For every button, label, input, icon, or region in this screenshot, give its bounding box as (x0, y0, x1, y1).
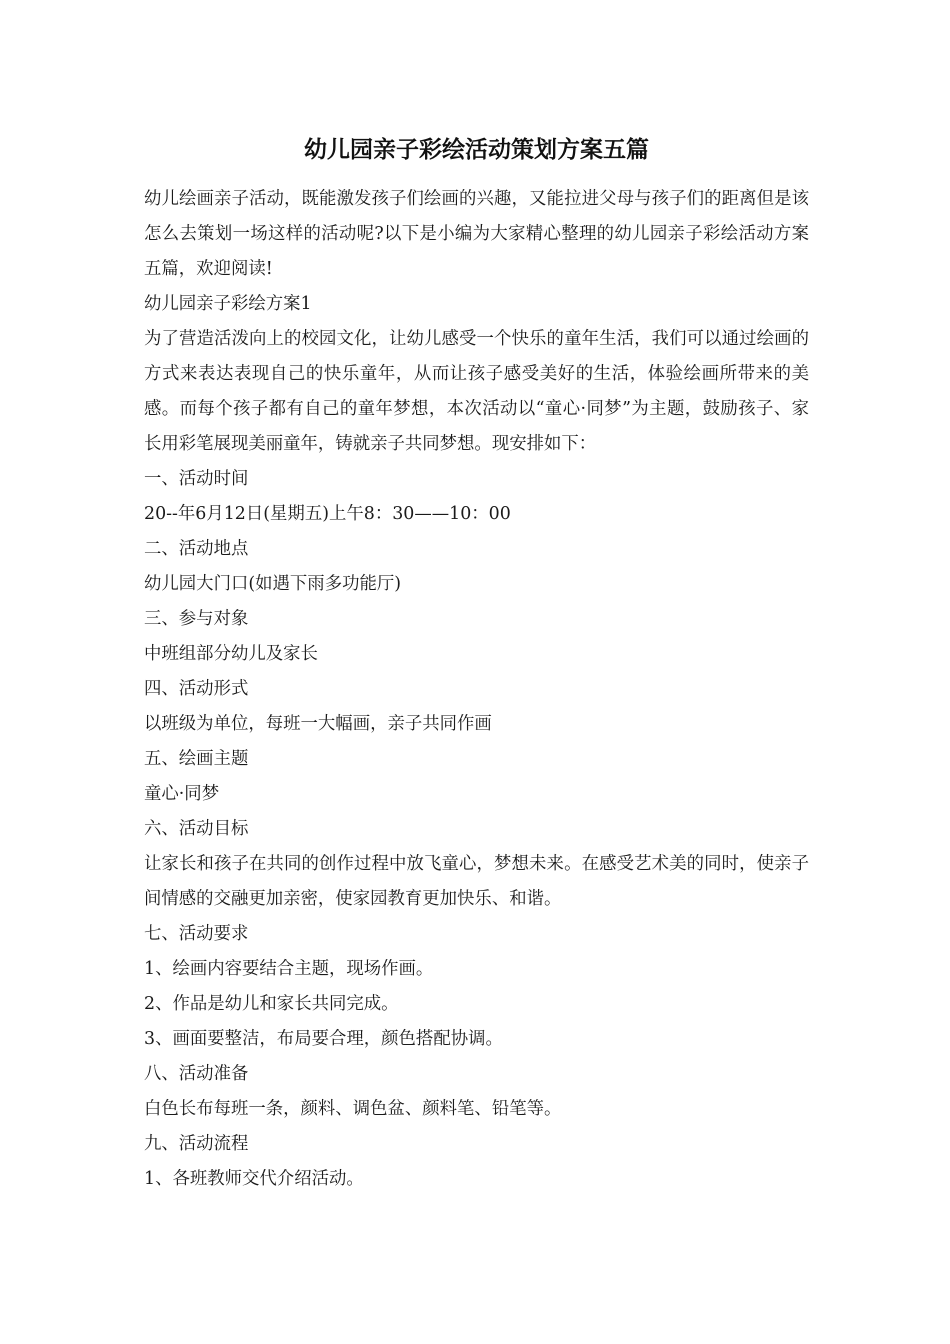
section-heading-preparation: 八、活动准备 (144, 1064, 249, 1084)
process-item: 1、各班教师交代介绍活动。 (144, 1169, 364, 1189)
requirement-item: 2、作品是幼儿和家长共同完成。 (144, 994, 399, 1014)
section-heading-time: 一、活动时间 (144, 469, 249, 489)
plan1-intro-paragraph: 为了营造活泼向上的校园文化，让幼儿感受一个快乐的童年生活，我们可以通过绘画的方式来表达表现自己的快乐童年，从而让孩子感受美好的生活，体验绘画所带来的美感。而每个孩子都有自己的童年梦想，本次活动以“童心·同梦”为主题，鼓励孩子、家长用彩笔展现美丽童年，铸就亲子共同梦想。现安排如下： (144, 329, 809, 454)
requirement-item: 1、绘画内容要结合主题，现场作画。 (144, 959, 434, 979)
section-text-theme: 童心·同梦 (144, 784, 220, 804)
section-heading-goals: 六、活动目标 (144, 819, 249, 839)
intro-paragraph: 幼儿绘画亲子活动，既能激发孩子们绘画的兴趣，又能拉进父母与孩子们的距离但是该怎么去策划一场这样的活动呢?以下是小编为大家精心整理的幼儿园亲子彩绘活动方案五篇，欢迎阅读! (144, 189, 809, 279)
section-text-location: 幼儿园大门口(如遇下雨多功能厅) (144, 574, 402, 594)
section-heading-theme: 五、绘画主题 (144, 749, 249, 769)
section-text-participants: 中班组部分幼儿及家长 (144, 644, 318, 664)
document-title: 幼儿园亲子彩绘活动策划方案五篇 (304, 137, 649, 163)
section-heading-requirements: 七、活动要求 (144, 924, 249, 944)
section-heading-format: 四、活动形式 (144, 679, 249, 699)
section-heading-location: 二、活动地点 (144, 539, 249, 559)
section-text-time: 20--年6月12日(星期五)上午8：30——10：00 (144, 504, 511, 524)
section-heading-participants: 三、参与对象 (144, 609, 249, 629)
plan1-heading: 幼儿园亲子彩绘方案1 (144, 294, 312, 314)
requirement-item: 3、画面要整洁，布局要合理，颜色搭配协调。 (144, 1029, 503, 1049)
section-heading-process: 九、活动流程 (144, 1134, 249, 1154)
section-text-goals: 让家长和孩子在共同的创作过程中放飞童心，梦想未来。在感受艺术美的同时，使亲子间情感的交融更加亲密，使家园教育更加快乐、和谐。 (144, 854, 809, 909)
section-text-format: 以班级为单位，每班一大幅画，亲子共同作画 (144, 714, 492, 734)
document-body (144, 132, 809, 1197)
section-text-preparation: 白色长布每班一条，颜料、调色盆、颜料笔、铅笔等。 (144, 1099, 562, 1119)
